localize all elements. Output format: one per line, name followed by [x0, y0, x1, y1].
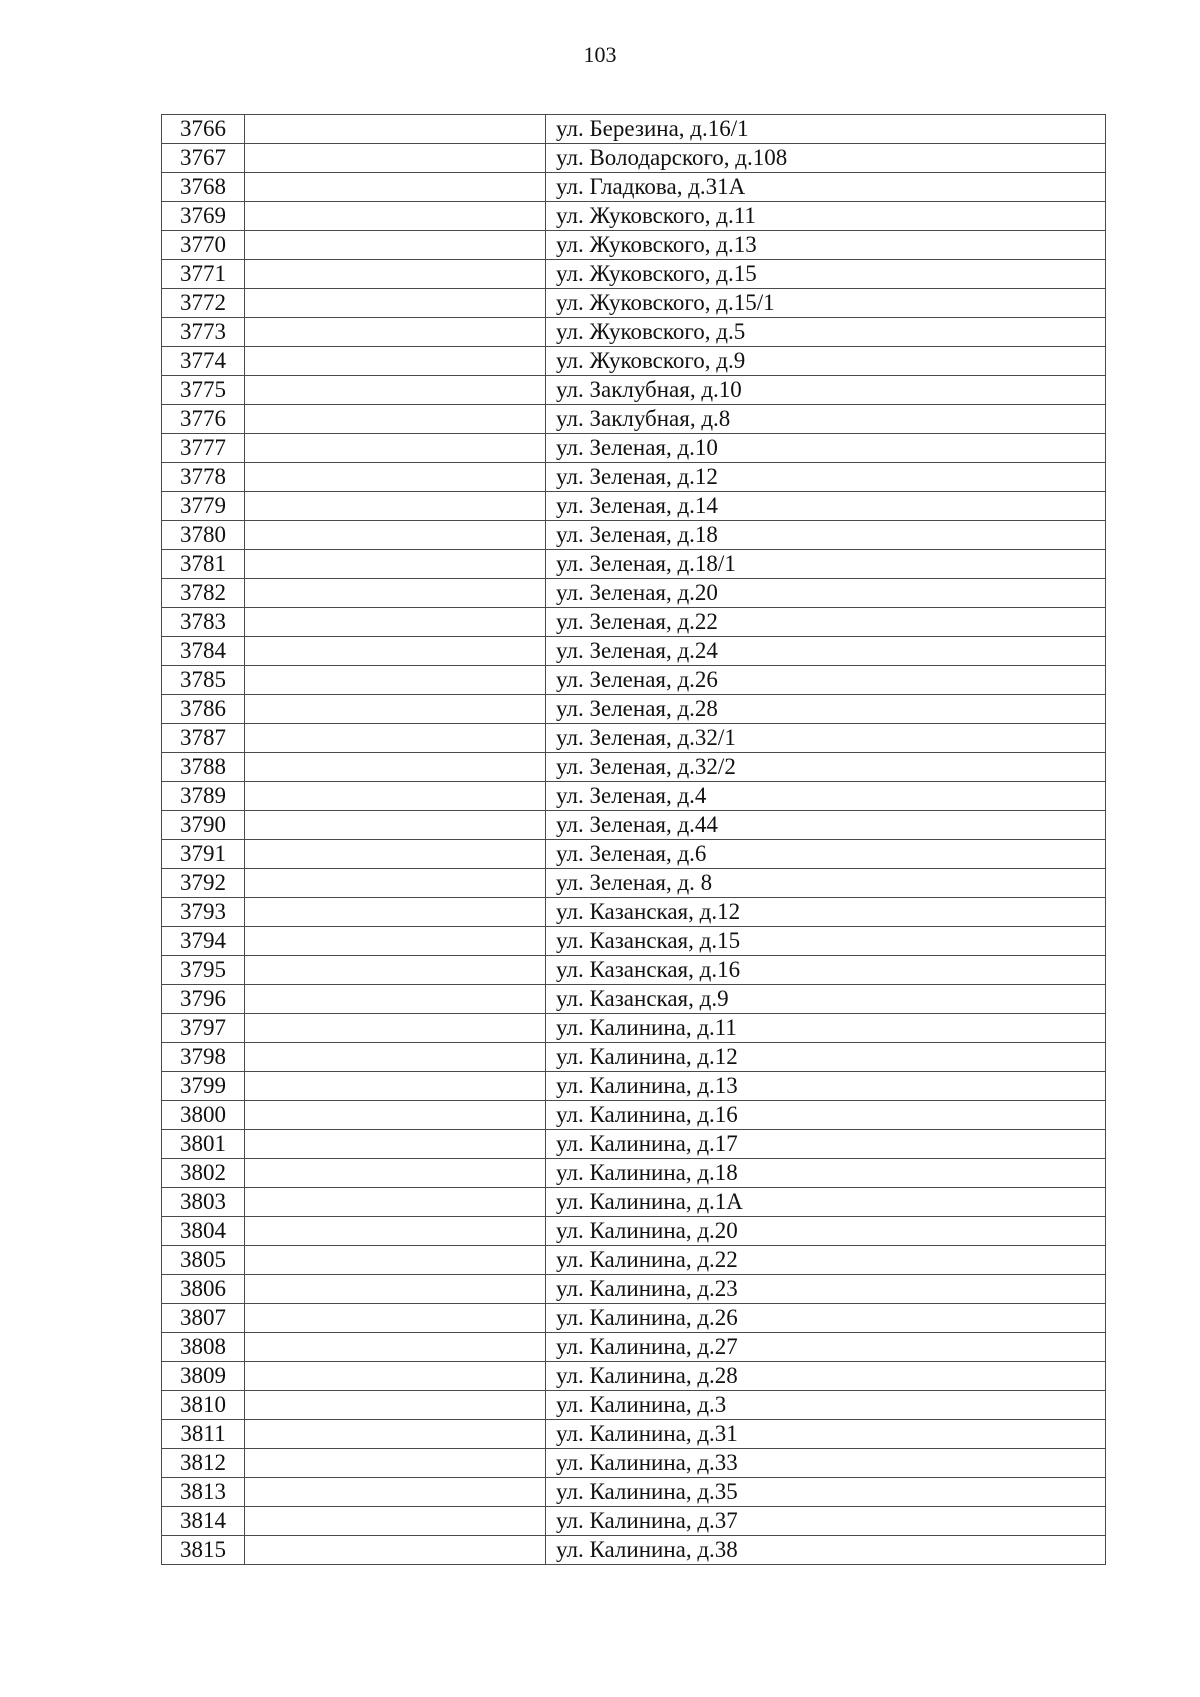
row-number-cell: 3790 — [162, 811, 245, 840]
organization-cell — [245, 434, 546, 463]
table-row — [162, 1275, 1106, 1304]
row-number-cell: 3796 — [162, 985, 245, 1014]
table-row — [162, 753, 1106, 782]
table-row — [162, 231, 1106, 260]
address-cell: ул. Жуковского, д.13 — [546, 231, 1106, 260]
organization-cell — [245, 376, 546, 405]
organization-cell — [245, 521, 546, 550]
row-number-cell: 3804 — [162, 1217, 245, 1246]
table-row — [162, 521, 1106, 550]
organization-cell — [245, 1188, 546, 1217]
table-row — [162, 115, 1106, 144]
row-number-cell: 3782 — [162, 579, 245, 608]
organization-cell — [245, 811, 546, 840]
address-cell: ул. Жуковского, д.9 — [546, 347, 1106, 376]
address-cell: ул. Жуковского, д.5 — [546, 318, 1106, 347]
address-cell: ул. Жуковского, д.11 — [546, 202, 1106, 231]
table-row — [162, 202, 1106, 231]
organization-cell — [245, 1275, 546, 1304]
address-cell: ул. Калинина, д.11 — [546, 1014, 1106, 1043]
table-row — [162, 1362, 1106, 1391]
row-number-cell: 3777 — [162, 434, 245, 463]
row-number-cell: 3791 — [162, 840, 245, 869]
address-cell: ул. Зеленая, д.6 — [546, 840, 1106, 869]
row-number-cell: 3792 — [162, 869, 245, 898]
row-number-cell: 3800 — [162, 1101, 245, 1130]
table-row — [162, 1101, 1106, 1130]
row-number-cell: 3808 — [162, 1333, 245, 1362]
address-cell: ул. Володарского, д.108 — [546, 144, 1106, 173]
address-cell: ул. Казанская, д.16 — [546, 956, 1106, 985]
organization-cell — [245, 318, 546, 347]
organization-cell — [245, 1478, 546, 1507]
organization-cell — [245, 840, 546, 869]
organization-cell — [245, 492, 546, 521]
row-number-cell: 3803 — [162, 1188, 245, 1217]
row-number-cell: 3771 — [162, 260, 245, 289]
row-number-cell: 3810 — [162, 1391, 245, 1420]
address-cell: ул. Казанская, д.9 — [546, 985, 1106, 1014]
address-cell: ул. Зеленая, д.26 — [546, 666, 1106, 695]
table-row — [162, 1478, 1106, 1507]
row-number-cell: 3789 — [162, 782, 245, 811]
table-row — [162, 1188, 1106, 1217]
table-row — [162, 695, 1106, 724]
row-number-cell: 3802 — [162, 1159, 245, 1188]
address-cell: ул. Калинина, д.22 — [546, 1246, 1106, 1275]
address-cell: ул. Зеленая, д.18/1 — [546, 550, 1106, 579]
address-cell: ул. Зеленая, д.28 — [546, 695, 1106, 724]
organization-cell — [245, 1130, 546, 1159]
table-row — [162, 318, 1106, 347]
organization-cell — [245, 637, 546, 666]
row-number-cell: 3806 — [162, 1275, 245, 1304]
table-row — [162, 579, 1106, 608]
row-number-cell: 3811 — [162, 1420, 245, 1449]
organization-cell — [245, 1449, 546, 1478]
organization-cell — [245, 1391, 546, 1420]
address-cell: ул. Березина, д.16/1 — [546, 115, 1106, 144]
table-row — [162, 289, 1106, 318]
organization-cell — [245, 550, 546, 579]
organization-cell — [245, 231, 546, 260]
row-number-cell: 3786 — [162, 695, 245, 724]
organization-cell — [245, 985, 546, 1014]
address-cell: ул. Зеленая, д.32/2 — [546, 753, 1106, 782]
table-row — [162, 1043, 1106, 1072]
organization-cell — [245, 579, 546, 608]
row-number-cell: 3794 — [162, 927, 245, 956]
address-cell: ул. Калинина, д.28 — [546, 1362, 1106, 1391]
organization-cell — [245, 260, 546, 289]
organization-cell — [245, 463, 546, 492]
table-row — [162, 405, 1106, 434]
organization-cell — [245, 782, 546, 811]
row-number-cell: 3813 — [162, 1478, 245, 1507]
table-row — [162, 608, 1106, 637]
address-cell: ул. Казанская, д.12 — [546, 898, 1106, 927]
row-number-cell: 3766 — [162, 115, 245, 144]
organization-cell — [245, 695, 546, 724]
organization-cell — [245, 202, 546, 231]
table-row — [162, 376, 1106, 405]
table-row — [162, 1130, 1106, 1159]
organization-cell — [245, 1159, 546, 1188]
row-number-cell: 3768 — [162, 173, 245, 202]
address-cell: ул. Калинина, д.35 — [546, 1478, 1106, 1507]
organization-cell — [245, 1420, 546, 1449]
table-row — [162, 869, 1106, 898]
table-row — [162, 434, 1106, 463]
address-cell: ул. Зеленая, д.14 — [546, 492, 1106, 521]
table-row — [162, 1304, 1106, 1333]
table-row — [162, 898, 1106, 927]
address-cell: ул. Калинина, д.13 — [546, 1072, 1106, 1101]
organization-cell — [245, 1043, 546, 1072]
organization-cell — [245, 144, 546, 173]
row-number-cell: 3780 — [162, 521, 245, 550]
row-number-cell: 3778 — [162, 463, 245, 492]
table-row — [162, 492, 1106, 521]
organization-cell — [245, 1072, 546, 1101]
row-number-cell: 3799 — [162, 1072, 245, 1101]
table-row — [162, 927, 1106, 956]
row-number-cell: 3798 — [162, 1043, 245, 1072]
address-cell: ул. Заклубная, д.10 — [546, 376, 1106, 405]
table-row — [162, 840, 1106, 869]
address-cell: ул. Зеленая, д.12 — [546, 463, 1106, 492]
address-table — [161, 114, 1106, 1565]
address-cell: ул. Калинина, д.12 — [546, 1043, 1106, 1072]
organization-cell — [245, 1536, 546, 1565]
row-number-cell: 3815 — [162, 1536, 245, 1565]
address-cell: ул. Зеленая, д.10 — [546, 434, 1106, 463]
organization-cell — [245, 1333, 546, 1362]
organization-cell — [245, 724, 546, 753]
table-row — [162, 1159, 1106, 1188]
row-number-cell: 3779 — [162, 492, 245, 521]
address-cell: ул. Калинина, д.18 — [546, 1159, 1106, 1188]
organization-cell — [245, 898, 546, 927]
table-row — [162, 463, 1106, 492]
organization-cell — [245, 956, 546, 985]
row-number-cell: 3773 — [162, 318, 245, 347]
row-number-cell: 3788 — [162, 753, 245, 782]
row-number-cell: 3772 — [162, 289, 245, 318]
address-cell: ул. Калинина, д.27 — [546, 1333, 1106, 1362]
table-row — [162, 144, 1106, 173]
table-row — [162, 782, 1106, 811]
organization-cell — [245, 608, 546, 637]
organization-cell — [245, 1014, 546, 1043]
row-number-cell: 3774 — [162, 347, 245, 376]
address-cell: ул. Жуковского, д.15/1 — [546, 289, 1106, 318]
organization-cell — [245, 347, 546, 376]
table-row — [162, 1449, 1106, 1478]
row-number-cell: 3812 — [162, 1449, 245, 1478]
organization-cell — [245, 289, 546, 318]
row-number-cell: 3805 — [162, 1246, 245, 1275]
organization-cell — [245, 927, 546, 956]
table-row — [162, 1420, 1106, 1449]
organization-cell — [245, 173, 546, 202]
address-cell: ул. Калинина, д.33 — [546, 1449, 1106, 1478]
row-number-cell: 3783 — [162, 608, 245, 637]
address-cell: ул. Калинина, д.31 — [546, 1420, 1106, 1449]
table-row — [162, 985, 1106, 1014]
address-cell: ул. Зеленая, д.24 — [546, 637, 1106, 666]
address-cell: ул. Калинина, д.23 — [546, 1275, 1106, 1304]
organization-cell — [245, 1362, 546, 1391]
address-cell: ул. Калинина, д.38 — [546, 1536, 1106, 1565]
address-cell: ул. Зеленая, д.20 — [546, 579, 1106, 608]
row-number-cell: 3797 — [162, 1014, 245, 1043]
organization-cell — [245, 1246, 546, 1275]
organization-cell — [245, 1101, 546, 1130]
row-number-cell: 3787 — [162, 724, 245, 753]
address-cell: ул. Зеленая, д.22 — [546, 608, 1106, 637]
organization-cell — [245, 753, 546, 782]
row-number-cell: 3784 — [162, 637, 245, 666]
row-number-cell: 3776 — [162, 405, 245, 434]
row-number-cell: 3814 — [162, 1507, 245, 1536]
address-cell: ул. Калинина, д.17 — [546, 1130, 1106, 1159]
table-row — [162, 1507, 1106, 1536]
row-number-cell: 3807 — [162, 1304, 245, 1333]
organization-cell — [245, 869, 546, 898]
table-body — [162, 115, 1106, 1565]
table-row — [162, 1014, 1106, 1043]
row-number-cell: 3793 — [162, 898, 245, 927]
organization-cell — [245, 1217, 546, 1246]
address-cell: ул. Гладкова, д.31А — [546, 173, 1106, 202]
table-row — [162, 1246, 1106, 1275]
organization-cell — [245, 666, 546, 695]
row-number-cell: 3785 — [162, 666, 245, 695]
table-row — [162, 1072, 1106, 1101]
table-row — [162, 666, 1106, 695]
row-number-cell: 3769 — [162, 202, 245, 231]
row-number-cell: 3775 — [162, 376, 245, 405]
table-row — [162, 1217, 1106, 1246]
address-cell: ул. Калинина, д.1А — [546, 1188, 1106, 1217]
table-row — [162, 811, 1106, 840]
address-cell: ул. Калинина, д.16 — [546, 1101, 1106, 1130]
table-row — [162, 1536, 1106, 1565]
organization-cell — [245, 1507, 546, 1536]
organization-cell — [245, 405, 546, 434]
address-cell: ул. Зеленая, д. 8 — [546, 869, 1106, 898]
table-row — [162, 956, 1106, 985]
table-row — [162, 637, 1106, 666]
address-cell: ул. Калинина, д.26 — [546, 1304, 1106, 1333]
row-number-cell: 3809 — [162, 1362, 245, 1391]
address-cell: ул. Заклубная, д.8 — [546, 405, 1106, 434]
address-cell: ул. Калинина, д.37 — [546, 1507, 1106, 1536]
row-number-cell: 3767 — [162, 144, 245, 173]
row-number-cell: 3770 — [162, 231, 245, 260]
address-cell: ул. Калинина, д.3 — [546, 1391, 1106, 1420]
organization-cell — [245, 1304, 546, 1333]
table-row — [162, 347, 1106, 376]
table-row — [162, 724, 1106, 753]
address-cell: ул. Жуковского, д.15 — [546, 260, 1106, 289]
address-cell: ул. Зеленая, д.32/1 — [546, 724, 1106, 753]
address-cell: ул. Казанская, д.15 — [546, 927, 1106, 956]
row-number-cell: 3801 — [162, 1130, 245, 1159]
organization-cell — [245, 115, 546, 144]
table-row — [162, 1391, 1106, 1420]
table-row — [162, 173, 1106, 202]
table-row — [162, 260, 1106, 289]
row-number-cell: 3781 — [162, 550, 245, 579]
table-row — [162, 550, 1106, 579]
row-number-cell: 3795 — [162, 956, 245, 985]
address-cell: ул. Зеленая, д.44 — [546, 811, 1106, 840]
page-number: 103 — [583, 42, 617, 67]
table-row — [162, 1333, 1106, 1362]
address-cell: ул. Зеленая, д.4 — [546, 782, 1106, 811]
address-cell: ул. Зеленая, д.18 — [546, 521, 1106, 550]
address-cell: ул. Калинина, д.20 — [546, 1217, 1106, 1246]
